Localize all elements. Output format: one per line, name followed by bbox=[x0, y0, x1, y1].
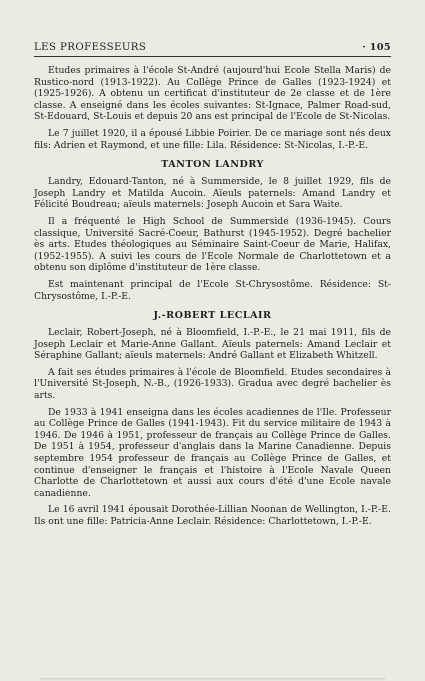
paragraph: Landry, Edouard-Tanton, né à Summerside, le 8 juillet 1929, fils de Joseph Landry et Matilda Aucoin. Aïeuls paternels: Amand Landry et Félicité Boudreau; aïeuls maternels: Joseph Aucoin et Sara Waite. bbox=[34, 176, 391, 211]
paragraph: Est maintenant principal de l'Ecole St-Chrysostôme. Résidence: St-Chrysostôme, I.-P.-E. bbox=[34, 278, 391, 302]
page-number: · 105 bbox=[362, 42, 391, 53]
running-title: LES PROFESSEURS bbox=[34, 42, 147, 53]
paragraph: Le 16 avril 1941 épousait Dorothée-Lillian Noonan de Wellington, I.-P.-E. Ils ont une fille: Patricia-Anne Leclair. Résidence: Charlottetown, I.-P.-E. bbox=[34, 504, 391, 527]
paragraph: A fait ses études primaires à l'école de Bloomfield. Etudes secondaires à l'Université St-Joseph, N.-B., (1926-1933). Gradua avec degré bachelier ès arts. bbox=[34, 366, 391, 402]
paragraph: Le 7 juillet 1920, il a épousé Libbie Poirier. De ce mariage sont nés deux fils: Adrien et Raymond, et une fille: Lila. Résidence: St-Nicolas, I.-P.-E. bbox=[34, 127, 391, 151]
paragraph: Il a fréquenté le High School de Summerside (1936-1945). Cours classique, Université Sacré-Coeur, Bathurst (1945-1952). Degré bachelier ès arts. Etudes théologiques au Séminaire Saint-Coeur de Marie, Halifax, (1952-1955). A suivi les cours de l'Ecole Normale de Charlottetown et a obtenu son diplôme d'instituteur de 1ère classe. bbox=[34, 215, 391, 274]
section-heading-tanton-landry: TANTON LANDRY bbox=[161, 159, 264, 171]
section-heading-robert-leclair: J.-ROBERT LECLAIR bbox=[153, 310, 272, 322]
paragraph: Etudes primaires à l'école St-André (aujourd'hui Ecole Stella Maris) de Rustico-nord (1913-1922). Au Collège Prince de Galles (1923-1924) et (1925-1926). A obtenu un certificat d'instituteur de 2e classe et de 1ère classe. A enseigné dans les écoles suivantes: St-Ignace, Palmer Road-sud, St-Edouard, St-Louis et depuis 20 ans est principal de l'Ecole de St-Nicolas. bbox=[34, 65, 391, 123]
running-header bbox=[34, 42, 391, 57]
paragraph: De 1933 à 1941 enseigna dans les écoles acadiennes de l'Ile. Professeur au Collège Prince de Galles (1941-1943). Fit du service militaire de 1943 à 1946. De 1946 à 1951, professeur de français au Collège Prince de Galles. De 1951 à 1954, professeur d'anglais dans la Marine Canadienne. Depuis septembre 1954 professeur de français au Collège Prince de Galles, et continue d'enseigner le français et l'histoire à l'Ecole Navale Queen Charlotte de Charlottetown et aussi aux cours d'été d'une Ecole navale canadienne. bbox=[34, 406, 391, 499]
paragraph: Leclair, Robert-Joseph, né à Bloomfield, I.-P.-E., le 21 mai 1911, fils de Joseph Leclair et Marie-Anne Gallant. Aïeuls paternels: Amand Leclair et Séraphine Gallant; aïeuls maternels: André Gallant et Elizabeth Whitzell. bbox=[34, 327, 391, 362]
